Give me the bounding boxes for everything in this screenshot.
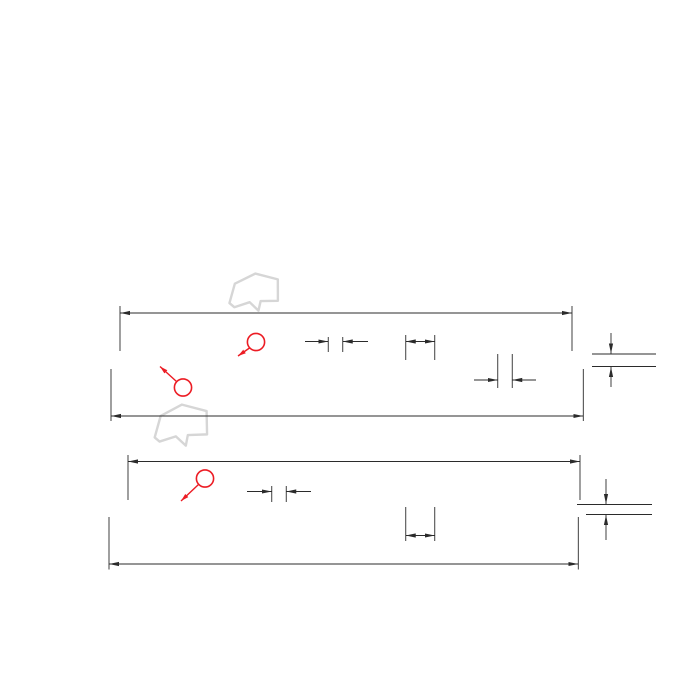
callout-circle (247, 333, 264, 350)
profile-section-top (111, 306, 656, 421)
watermark-logo-icon (225, 270, 283, 316)
callout-circle (196, 470, 213, 487)
dim-width-formula-group (120, 306, 572, 351)
watermark-upper (225, 270, 283, 316)
dim-crest-width-group (247, 486, 311, 502)
callout-a (160, 367, 192, 397)
callout-arrow (238, 348, 250, 356)
callout-r (181, 470, 214, 501)
dim-total-width-group (109, 517, 578, 570)
dim-valley-width-group (406, 335, 435, 360)
dim-valley-width-group (406, 507, 435, 541)
dim-crest-width-group (305, 337, 368, 352)
watermark-lower (150, 400, 213, 451)
callout-b (238, 333, 265, 356)
callout-circle (174, 379, 191, 396)
dim-height-group (577, 479, 652, 540)
profile-section-bottom (109, 455, 652, 570)
callout-arrow (160, 367, 177, 382)
dim-height-group (592, 333, 656, 387)
dim-base-width-group (474, 354, 536, 388)
callout-arrow (181, 485, 199, 502)
watermark-logo-icon (150, 400, 213, 451)
